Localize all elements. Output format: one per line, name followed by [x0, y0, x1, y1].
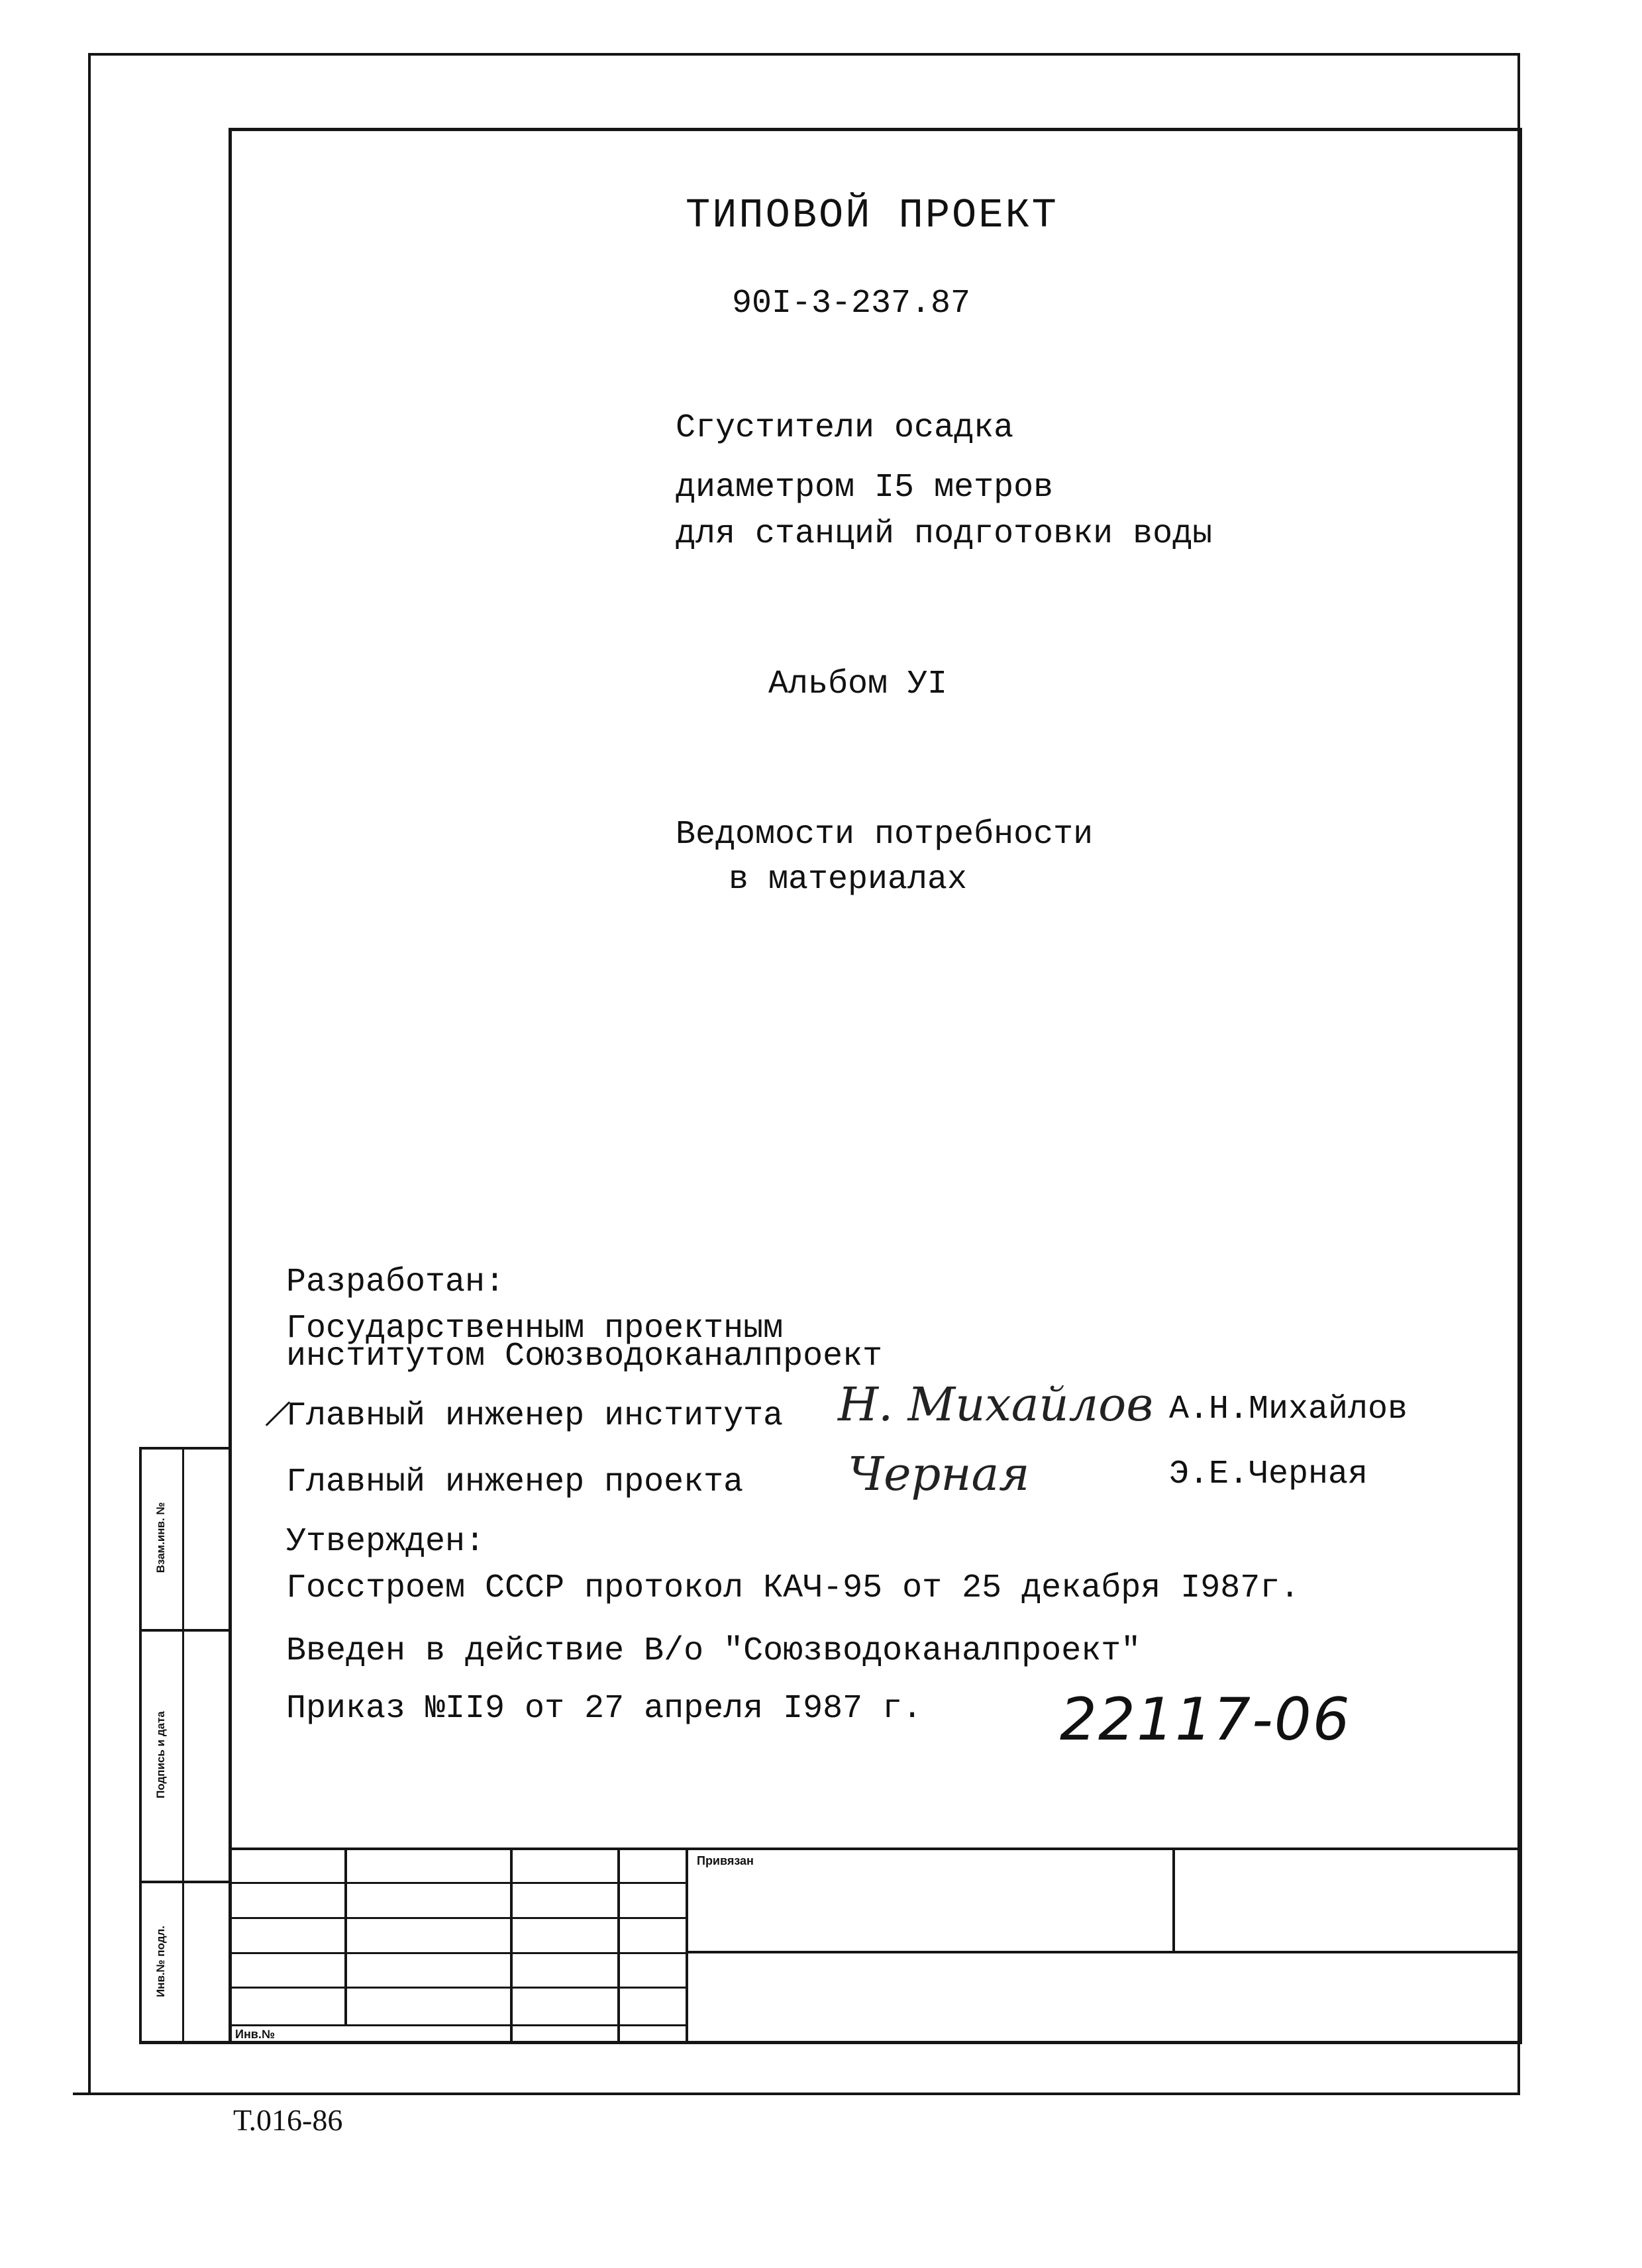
- inner-frame-bottom: [139, 2041, 1522, 2044]
- stamp-col-2: [510, 1848, 513, 2044]
- signature-mikhailov: Н. Михайлов: [838, 1377, 1154, 1432]
- outer-frame-top: [88, 53, 1520, 56]
- content-line-2: в материалах: [729, 861, 968, 899]
- signature-chernaya: Черная: [848, 1447, 1030, 1501]
- side-strip-divider: [182, 1447, 184, 2043]
- description-line-2: диаметром I5 метров: [676, 469, 1054, 507]
- inner-frame-top: [229, 128, 1522, 131]
- side-strip-row-1: [139, 1629, 232, 1632]
- album-label: Альбом УI: [768, 666, 948, 703]
- project-code: 90I-3-237.87: [732, 285, 971, 322]
- developer-org-line-1: Государственным проектным: [286, 1310, 784, 1348]
- stamp-col-5: [1172, 1848, 1175, 1952]
- stamp-col-1: [344, 1848, 347, 2026]
- chief-engineer-institute-name: А.Н.Михайлов: [1169, 1391, 1408, 1428]
- stamp-row-2: [229, 1917, 686, 1919]
- chief-engineer-institute-role: Главный инженер института: [286, 1397, 784, 1435]
- side-label-podpis: Подпись и дата: [154, 1711, 167, 1799]
- description-line-3: для станций подготовки воды: [676, 515, 1213, 553]
- stamp-col-4: [686, 1848, 688, 2044]
- handwritten-number: 22117-06: [1060, 1685, 1351, 1753]
- side-strip-left: [139, 1447, 142, 2043]
- inner-frame-right: [1519, 128, 1522, 2044]
- stamp-col-3: [617, 1848, 620, 2044]
- content-line-1: Ведомости потребности: [676, 816, 1094, 854]
- stamp-row-3: [686, 1951, 1520, 1953]
- side-label-inv-podl: Инв.№ подл.: [154, 1925, 167, 1998]
- approval-line-3: Приказ №II9 от 27 апреля I987 г.: [286, 1690, 923, 1728]
- outer-frame-left: [88, 53, 91, 2094]
- side-strip-row-2: [139, 1881, 232, 1883]
- stamp-row-5: [229, 1987, 686, 1989]
- stamp-row-4: [229, 1952, 686, 1954]
- chief-engineer-project-name: Э.Е.Черная: [1169, 1455, 1368, 1493]
- privyazan-label: Привязан: [697, 1854, 754, 1867]
- side-strip-top: [139, 1447, 232, 1450]
- outer-frame-bottom: [73, 2093, 1520, 2095]
- side-label-vzam: Взам.инв. №: [154, 1502, 167, 1573]
- approval-line-2: Введен в действие В/о "Союзводоканалпроект": [286, 1632, 1141, 1670]
- form-code: Т.016-86: [233, 2103, 343, 2137]
- stamp-top-line: [229, 1848, 1522, 1850]
- chief-engineer-project-role: Главный инженер проекта: [286, 1463, 744, 1501]
- page-title: ТИПОВОЙ ПРОЕКТ: [686, 192, 1058, 239]
- stamp-row-1: [229, 1882, 686, 1884]
- approval-heading: Утвержден:: [286, 1523, 486, 1561]
- developer-org-line-2: институтом Союзводоканалпроект: [286, 1338, 883, 1375]
- inv-label: Инв.№: [235, 2028, 275, 2041]
- description-line-1: Сгустители осадка: [676, 409, 1014, 447]
- inner-frame-left: [229, 128, 232, 2044]
- approval-line-1: Госстроем СССР протокол КАЧ-95 от 25 декабря I987г.: [286, 1569, 1300, 1607]
- stamp-row-6: [229, 2024, 686, 2026]
- developer-heading: Разработан:: [286, 1263, 505, 1301]
